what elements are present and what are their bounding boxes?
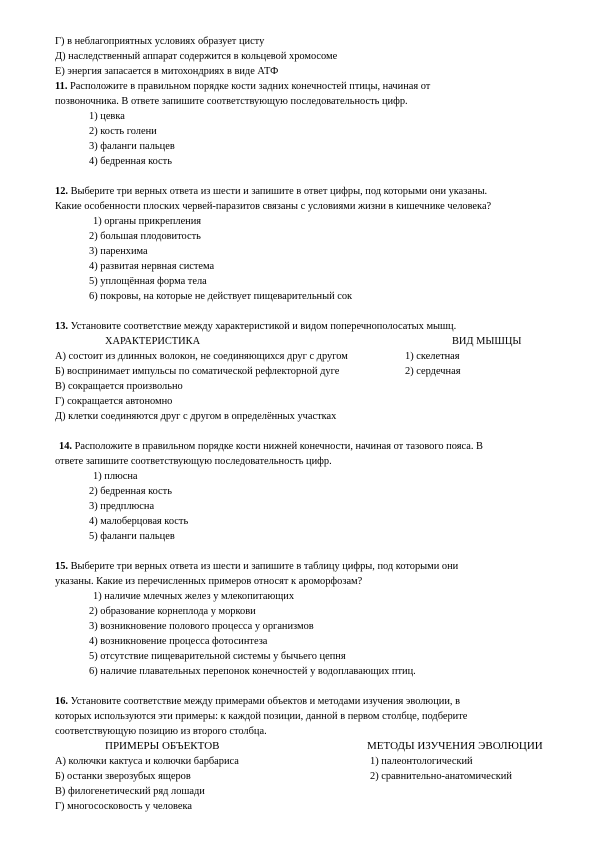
question-number: 14. [59, 441, 72, 452]
question-text: ответе запишите соответствующую последовательность цифр. [55, 456, 332, 467]
characteristic-item: Г) сокращается автономно [55, 396, 173, 407]
answer-option: 3) предплюсна [89, 501, 155, 512]
match-table-header [55, 334, 555, 349]
muscle-type-item: 2) сердечная [405, 366, 461, 377]
match-row [55, 754, 555, 769]
question-text: которых используются эти примеры: к каждой позиции, данной в первом столбце, подберите [55, 711, 468, 722]
question-number: 12. [55, 186, 68, 197]
answer-option: 2) большая плодовитость [89, 231, 201, 242]
question-number: 13. [55, 321, 68, 332]
question-number: 11. [55, 81, 68, 92]
example-item: Б) останки зверозубых ящеров [55, 771, 191, 782]
match-table-header [55, 739, 555, 754]
answer-option: 4) возникновение процесса фотосинтеза [89, 636, 268, 647]
match-row [55, 349, 555, 364]
characteristic-item: Д) клетки соединяются друг с другом в определённых участках [55, 411, 337, 422]
characteristic-item: А) состоит из длинных волокон, не соединяющихся друг с другом [55, 351, 348, 362]
question-text: соответствующую позицию из второго столбца. [55, 726, 267, 737]
answer-option: 4) малоберцовая кость [89, 516, 189, 527]
answer-option: 2) бедренная кость [89, 486, 172, 497]
column-header: ВИД МЫШЦЫ [452, 336, 522, 347]
answer-option: 3) возникновение полового процесса у организмов [89, 621, 314, 632]
question-number: 15. [55, 561, 68, 572]
question-text: 13. Установите соответствие между характеристикой и видом поперечнополосатых мышц. [55, 321, 457, 332]
question-text: 15. Выберите три верных ответа из шести и запишите в таблицу цифры, под которыми они [55, 561, 459, 572]
question-13 [55, 319, 555, 424]
answer-option: 3) паренхима [89, 246, 148, 257]
answer-option: 6) наличие плавательных перепонок конечностей у водоплавающих птиц. [89, 666, 416, 677]
question-text: указаны. Какие из перечисленных примеров относят к ароморфозам? [55, 576, 363, 587]
method-item: 1) палеонтологический [370, 756, 473, 767]
characteristic-item: В) сокращается произвольно [55, 381, 183, 392]
example-item: А) колючки кактуса и колючки барбариса [55, 756, 239, 767]
intro-line: Е) энергия запасается в митохондриях в виде АТФ [55, 66, 279, 77]
question-text: позвоночника. В ответе запишите соответствующую последовательность цифр. [55, 96, 408, 107]
question-15 [55, 559, 555, 679]
question-11 [55, 79, 555, 169]
answer-option: 1) плюсна [93, 471, 138, 482]
question-text: Какие особенности плоских червей-паразитов связаны с условиями жизни в кишечнике человека? [55, 201, 492, 212]
intro-line: Д) наследственный аппарат содержится в кольцевой хромосоме [55, 51, 338, 62]
intro-block [55, 34, 555, 79]
method-item: 2) сравнительно-анатомический [370, 771, 512, 782]
answer-option: 4) бедренная кость [89, 156, 172, 167]
answer-option: 5) фаланги пальцев [89, 531, 175, 542]
characteristic-item: Б) воспринимает импульсы по соматической рефлекторной дуге [55, 366, 340, 377]
answer-option: 1) наличие млечных желез у млекопитающих [93, 591, 295, 602]
question-text: 12. Выберите три верных ответа из шести и запишите в ответ цифры, под которыми они указаны. [55, 186, 488, 197]
answer-option: 1) цевка [89, 111, 125, 122]
question-14 [55, 439, 555, 544]
match-row [55, 364, 555, 379]
question-number: 16. [55, 696, 68, 707]
question-16 [55, 694, 555, 814]
answer-option: 2) кость голени [89, 126, 157, 137]
example-item: Г) многососковость у человека [55, 801, 192, 812]
match-row [55, 769, 555, 784]
answer-option: 3) фаланги пальцев [89, 141, 175, 152]
question-text: 14. Расположите в правильном порядке кости нижней конечности, начиная от тазового пояса. В [59, 441, 483, 452]
question-text: 11. Расположите в правильном порядке кости задних конечностей птицы, начиная от [55, 81, 431, 92]
example-item: В) филогенетический ряд лошади [55, 786, 205, 797]
answer-option: 5) отсутствие пищеварительной системы у бычьего цепня [89, 651, 346, 662]
column-header: МЕТОДЫ ИЗУЧЕНИЯ ЭВОЛЮЦИИ [367, 740, 543, 752]
answer-option: 2) образование корнеплода у моркови [89, 606, 256, 617]
question-12 [55, 184, 555, 304]
answer-option: 4) развитая нервная система [89, 261, 215, 272]
intro-line: Г) в неблагоприятных условиях образует цисту [55, 36, 265, 47]
answer-option: 6) покровы, на которые не действует пищеварительный сок [89, 291, 353, 302]
answer-option: 1) органы прикрепления [93, 216, 202, 227]
worksheet-page [55, 34, 555, 814]
column-header: ХАРАКТЕРИСТИКА [105, 336, 201, 347]
answer-option: 5) уплощённая форма тела [89, 276, 207, 287]
column-header: ПРИМЕРЫ ОБЪЕКТОВ [105, 740, 220, 752]
question-text: 16. Установите соответствие между примерами объектов и методами изучения эволюции, в [55, 696, 460, 707]
muscle-type-item: 1) скелетная [405, 351, 460, 362]
